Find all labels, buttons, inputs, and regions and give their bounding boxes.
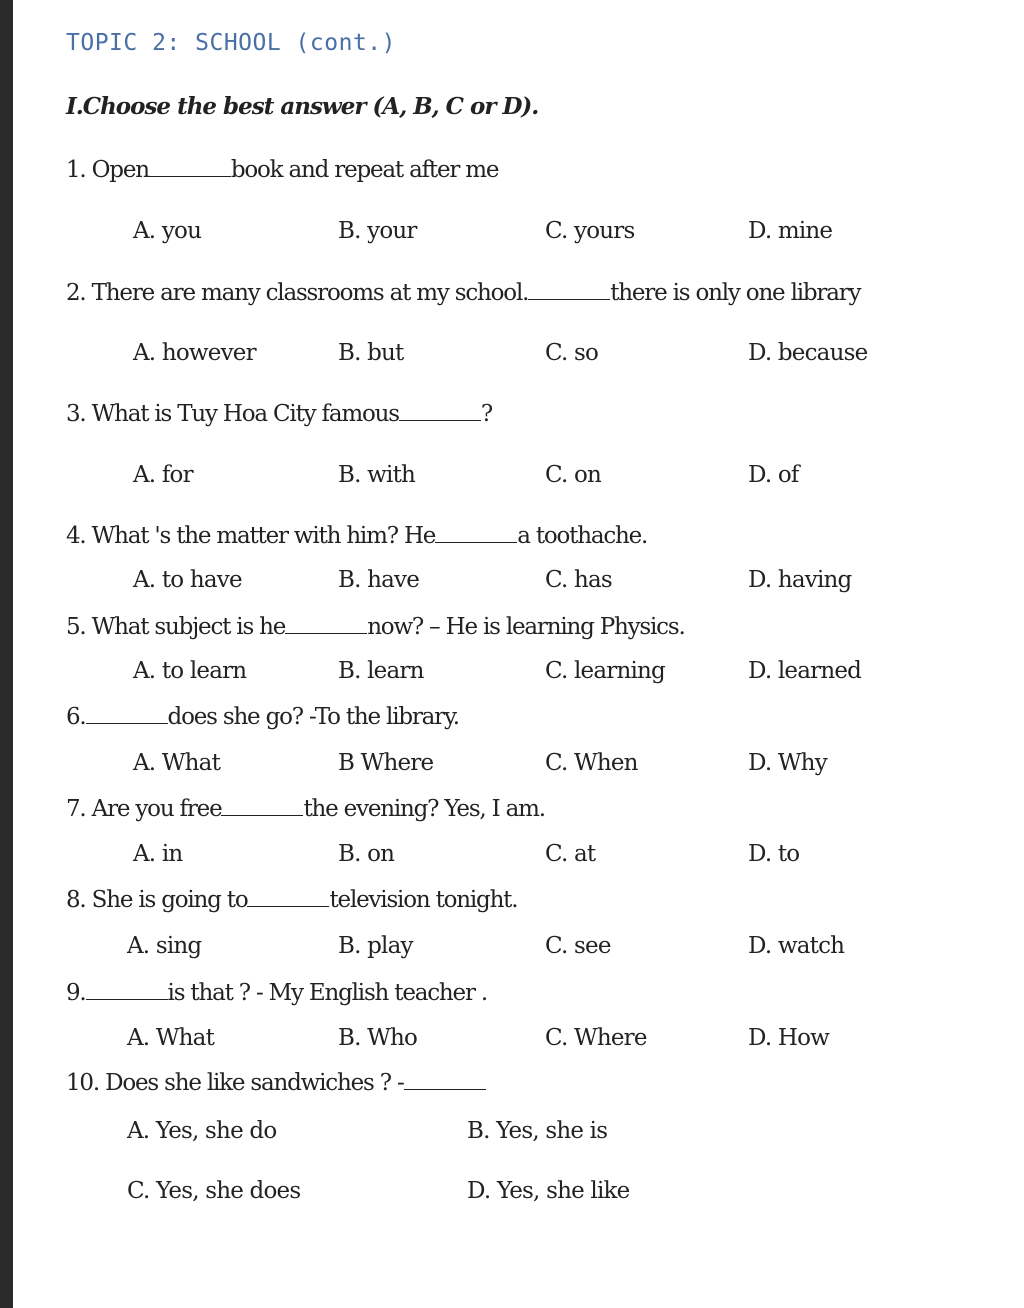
answer-blank [149, 158, 231, 177]
answer-blank [404, 1071, 486, 1090]
question-text-pre: 2. There are many classrooms at my school. [66, 280, 529, 306]
question-text-pre: 1. Open [66, 157, 149, 183]
option-1-a[interactable]: A. you [133, 218, 202, 244]
answer-blank [435, 524, 517, 543]
question-1 [66, 157, 498, 183]
option-2-c[interactable]: C. so [545, 340, 599, 366]
option-7-c[interactable]: C. at [545, 841, 596, 867]
option-3-b[interactable]: B. with [338, 462, 416, 488]
option-6-b[interactable]: B Where [338, 750, 434, 776]
question-4 [66, 523, 647, 549]
option-8-d[interactable]: D. watch [748, 933, 845, 959]
question-text-pre: 4. What 's the matter with him? He [66, 523, 436, 549]
question-text-pre: 8. She is going to [66, 887, 248, 913]
question-2 [66, 280, 860, 306]
option-9-c[interactable]: C. Where [545, 1025, 647, 1051]
option-3-c[interactable]: C. on [545, 462, 602, 488]
question-6 [66, 704, 459, 730]
option-5-b[interactable]: B. learn [338, 658, 424, 684]
answer-blank [528, 281, 610, 300]
question-text-post: now? – He is learning Physics. [367, 614, 685, 640]
option-9-d[interactable]: D. How [748, 1025, 830, 1051]
question-text-post: is that ? - My English teacher . [167, 980, 487, 1006]
question-text-post: ? [480, 401, 492, 427]
option-4-c[interactable]: C. has [545, 567, 612, 593]
option-10-c[interactable]: C. Yes, she does [127, 1178, 301, 1204]
answer-blank [86, 705, 168, 724]
option-1-c[interactable]: C. yours [545, 218, 635, 244]
question-7 [66, 796, 545, 822]
answer-blank [285, 615, 367, 634]
question-text-post: there is only one library [610, 280, 861, 306]
option-8-b[interactable]: B. play [338, 933, 413, 959]
question-10 [66, 1070, 486, 1096]
option-2-b[interactable]: B. but [338, 340, 404, 366]
option-4-d[interactable]: D. having [748, 567, 852, 593]
question-text-pre: 7. Are you free [66, 796, 222, 822]
option-5-a[interactable]: A. to learn [133, 658, 247, 684]
option-1-d[interactable]: D. mine [748, 218, 833, 244]
topic-heading: TOPIC 2: SCHOOL (cont.) [66, 30, 396, 56]
answer-blank [247, 888, 329, 907]
question-text-post: book and repeat after me [230, 157, 499, 183]
option-10-d[interactable]: D. Yes, she like [467, 1178, 630, 1204]
question-text-post: does she go? -To the library. [167, 704, 459, 730]
option-8-a[interactable]: A. sing [127, 933, 202, 959]
option-6-c[interactable]: C. When [545, 750, 638, 776]
option-7-d[interactable]: D. to [748, 841, 800, 867]
option-1-b[interactable]: B. your [338, 218, 417, 244]
option-5-c[interactable]: C. learning [545, 658, 665, 684]
question-9 [66, 980, 487, 1006]
instruction: I.Choose the best answer (A, B, C or D). [66, 93, 539, 120]
left-border [0, 0, 13, 1308]
option-4-a[interactable]: A. to have [133, 567, 242, 593]
answer-blank [86, 981, 168, 1000]
option-8-c[interactable]: C. see [545, 933, 611, 959]
question-text-post: the evening? Yes, I am. [303, 796, 545, 822]
option-9-a[interactable]: A. What [127, 1025, 215, 1051]
question-3 [66, 401, 492, 427]
option-6-d[interactable]: D. Why [748, 750, 827, 776]
question-text-post: a toothache. [517, 523, 648, 549]
option-7-a[interactable]: A. in [133, 841, 183, 867]
answer-blank [399, 402, 481, 421]
option-3-d[interactable]: D. of [748, 462, 799, 488]
question-text-pre: 5. What subject is he [66, 614, 286, 640]
question-text-pre: 6. [66, 704, 86, 730]
option-4-b[interactable]: B. have [338, 567, 420, 593]
question-text-pre: 10. Does she like sandwiches ? - [66, 1070, 404, 1096]
option-10-b[interactable]: B. Yes, she is [467, 1118, 608, 1144]
option-2-a[interactable]: A. however [133, 340, 256, 366]
question-text-pre: 9. [66, 980, 86, 1006]
question-8 [66, 887, 517, 913]
option-2-d[interactable]: D. because [748, 340, 868, 366]
option-10-a[interactable]: A. Yes, she do [127, 1118, 277, 1144]
option-9-b[interactable]: B. Who [338, 1025, 418, 1051]
question-5 [66, 614, 685, 640]
option-6-a[interactable]: A. What [133, 750, 221, 776]
option-3-a[interactable]: A. for [133, 462, 193, 488]
question-text-post: television tonight. [329, 887, 518, 913]
answer-blank [221, 797, 303, 816]
question-text-pre: 3. What is Tuy Hoa City famous [66, 401, 399, 427]
option-5-d[interactable]: D. learned [748, 658, 862, 684]
option-7-b[interactable]: B. on [338, 841, 395, 867]
